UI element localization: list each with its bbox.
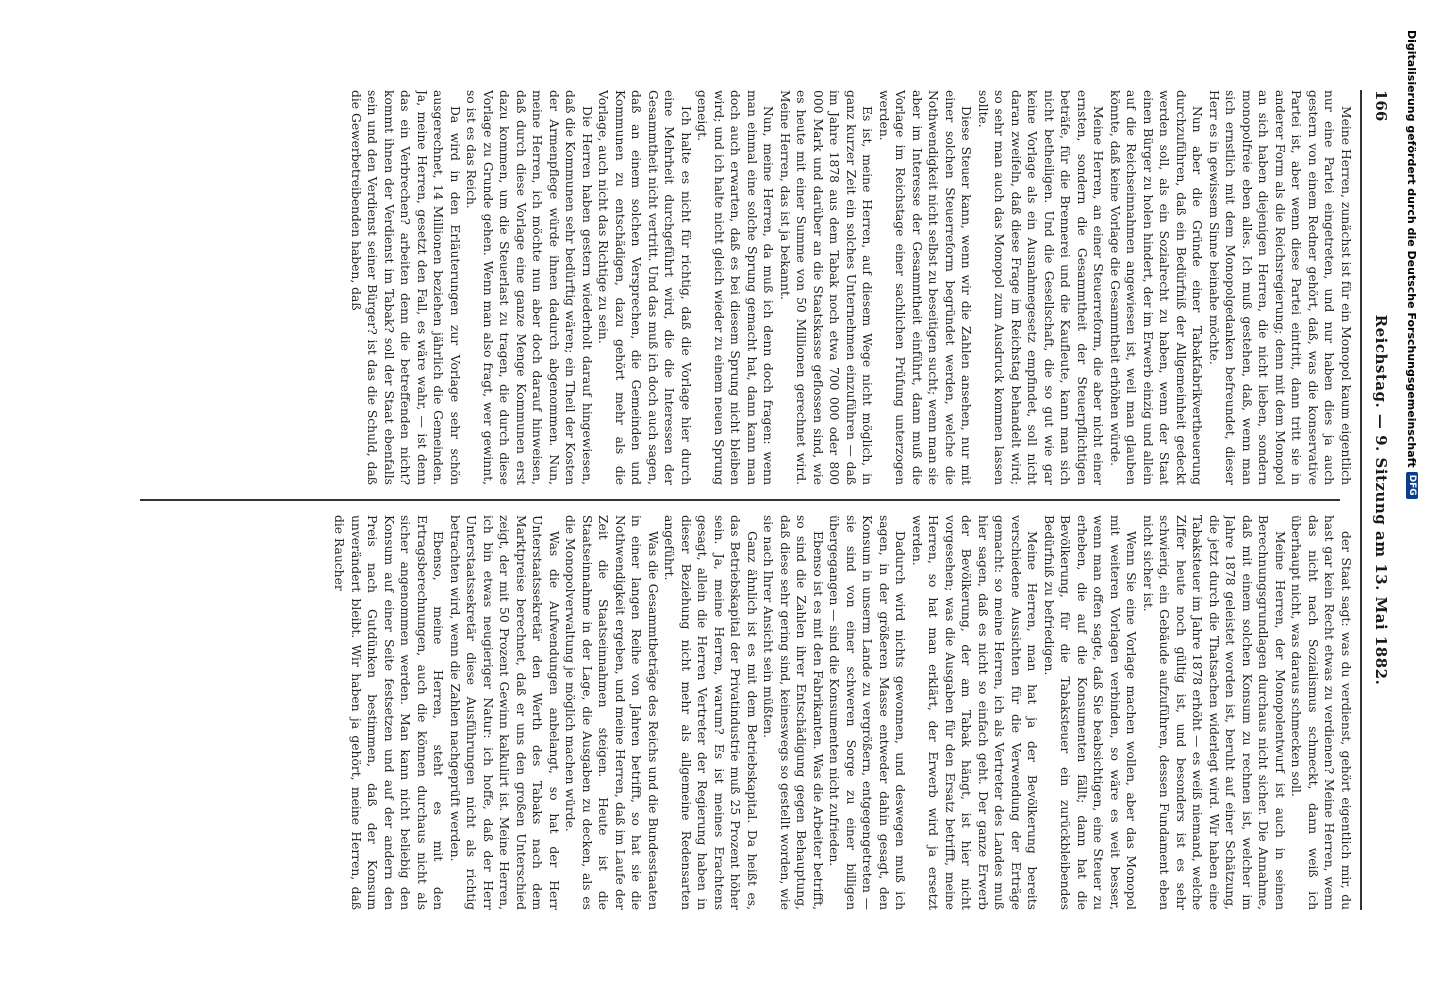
column-divider xyxy=(140,499,1340,501)
page-number: 166 xyxy=(1372,90,1390,122)
paragraph: Ebenso, meine Herren, steht es mit den Ertragsberechnungen, auch die können durchaus nicht als sicher angenommen werden. Man kann nicht beliebig den Konsum auf einer Seite festsetzen und auf der andern den Preis nach Gutdünken bestimmen, daß der Konsum unverändert bleibt. Wir haben ja gehört, meine Herren, daß die Raucher xyxy=(332,515,446,910)
paragraph: Was die Gesammtbeträge des Reichs und die Bundesstaaten in einer langen Reihe von Jahren betrifft, so hat sie die Nothwendigkeit ergeben, und meine Herren, daß im Laufe der Zeit die Staatseinnahmen steigen. Heute ist die Staatseinnahme in der Lage, die Ausgaben zu decken, als es die Monopolverwaltung je möglich machen würde. xyxy=(563,515,660,910)
paragraph: Diese Steuer kann, wenn wir die Zahlen ansehen, nur mit einer solchen Steuerreform begründet werden, welche die Nothwendigkeit nicht selbst zu beseitigen sucht; wenn man sie aber im Interesse der Gesammtheit einführt, dann muß die Vorlage im Reichstage einer sachlichen Prüfung unterzogen werden. xyxy=(877,90,974,485)
paragraph: Da wird in den Erläuterungen zur Vorlage sehr schön ausgerechnet, 14 Millionen beziehen jährlich die Gemeinden. Ja, meine Herren, gesetzt den Fall, es wäre wahr, — ist denn das ein Verbrechen? arbeiten denn die betreffenden nicht? kommt ihnen der Verdienst im Tabak? soll der Staat ebenfalls sein und den Verdienst seiner Bürger? ist das die Schuld, daß die Gewerbetreibenden haben, daß xyxy=(349,90,462,485)
dfg-logo: DFG xyxy=(1406,472,1418,499)
paragraph: Meine Herren, an einer Steuerreform, die aber nicht einer ernsten, sondern die Gesammtheit der Steuerpflichtigen beträfe, für die Brennerei und die Kaufleute, kann man sich nicht betheiligen. Und die Gesellschaft, die so gut wie gar keine Vorlage als ein Ausnahmegesetz empfindet, soll nicht daran zweifeln, daß diese Frage im Reichstag behandelt wird; so sehr man auch das Monopol zum Ausdruck kommen lassen sollte. xyxy=(976,90,1106,485)
paragraph: Ich halte es nicht für richtig, daß die Vorlage hier durch eine Mehrheit durchgeführt wird, die die Interessen der Gesammtheit nicht vertritt. Und das muß ich doch auch sagen, daß an einem solchen Versprechen, die Gemeinden und Kommunen zu entschädigen, dazu gehört mehr als die Vorlage, auch nicht das Richtige zu sein. xyxy=(596,90,693,485)
running-title: Reichstag. — 9. Sitzung am 13. Mai 1882. xyxy=(1372,314,1390,686)
paragraph: Nun aber die Gründe einer Tabakfabrikvertheuerung durchzuführen, daß ein Bedürfniß der Allgemeinheit gedeckt werden soll, als ein Sozialrecht zu haben, wenn der Staat einen Bürger zu holen hindert, der im Erwerb einzig und allein auf die Reichseinnahmen angewiesen ist, weil man glauben könnte, daß keine Vorlage die Gesammtheit erhöhen würde. xyxy=(1108,90,1205,485)
paragraph: Meine Herren, man hat ja der Bevölkerung bereits verschiedene Aussichten für die Verwendung der Erträge gemacht: so meine Herren, ich als Vertreter des Landes muß hier sagen, daß es nicht so einfach geht. Der ganze Erwerb der Bevölkerung, der am Tabak hängt, ist hier nicht vorgesehen; was die Ausgaben für den Ersatz betrifft, meine Herren, so hat man erklärt, der Erwerb wird ja ersetzt werden. xyxy=(910,515,1040,910)
credit-text: Digitalisierung gefördert durch die Deutsche Forschungsgemeinschaft xyxy=(1405,30,1419,468)
paragraph: der Staat sagt: was du verdienst, gehört eigentlich mir, du hast gar kein Recht etwas zu verdienen? Meine Herren, wenn das nicht nach Sozialismus schmeckt, dann weiß ich überhaupt nicht, was daraus schmecken soll. xyxy=(1289,515,1353,910)
paragraph: Wenn Sie eine Vorlage machen wollen, aber das Monopol mit weiteren Vorlagen verbinden, so wäre es weit besser, wenn man offen sagte, daß Sie beabsichtigen, eine Steuer zu erheben, die auf die Konsumenten fällt; dann hat die Bevölkerung, für die Tabaksteuer ein zurückbleibendes Bedürfniß zu befriedigen. xyxy=(1042,515,1139,910)
page-header xyxy=(1364,90,1390,910)
page-content-rotated xyxy=(100,50,1400,950)
text-column-right xyxy=(120,515,1354,910)
text-column-left xyxy=(120,90,1354,485)
paragraph: Die Herren haben gestern wiederholt darauf hingewiesen, daß die Kommunen sehr bedürftig wären; ein Theil der Kosten der Armenpflege würde ihnen dadurch abgenommen. Nun, meine Herren, ich möchte nun aber doch darauf hinweisen, daß durch diese Vorlage eine ganze Menge Kommunen erst dazu kommen, um die Steuerlast zu tragen, die durch diese Vorlage zu Grunde gehen. Wenn man also fragt, wer gewinnt, so ist es das Reich. xyxy=(464,90,594,485)
scanned-page xyxy=(100,50,1400,950)
paragraph: Ebenso ist es mit den Fabrikanten. Was die Arbeiter betrifft, so sind die Zahlen ihrer Entschädigung gegen Behauptung, daß diese sehr gering sind, keineswegs so gestellt worden, wie sie nach Ihrer Ansicht sein müßten. xyxy=(761,515,825,910)
paragraph: Es ist, meine Herren, auf diesem Wege nicht möglich, in ganz kurzer Zeit ein solches Unternehmen einzuführen — daß im Jahre 1878 aus dem Tabak noch etwa 700 000 oder 800 000 Mark und darüber an die Staatskasse geflossen sind, wie es heute mit einer Summe von 50 Millionen gerechnet wird. Meine Herren, das ist ja bekannt. xyxy=(778,90,875,485)
header-rule xyxy=(1360,90,1362,910)
paragraph: Meine Herren, der Monopolentwurf ist auch in seinen Berechnungsgrundlagen durchaus nicht sicher. Die Annahme, daß mit einem solchen Konsum zu rechnen ist, welcher im Jahre 1878 geleistet worden ist, beruht auf einer Schätzung, die jetzt durch die Thatsachen widerlegt wird. Wir haben eine Tabaksteuer im Jahre 1878 erhöht — es weiß niemand, welche Ziffer heute noch gültig ist, und besonders ist es sehr schwierig, ein Gebäude aufzuführen, dessen Fundament eben nicht sicher ist. xyxy=(1141,515,1287,910)
paragraph: Meine Herren, zunächst ist für ein Monopol kaum eigentlich nur eine Partei eingetreten, und nur haben dies ja auch gestern von einem Redner gehört, daß, was die konservative Partei ist, aber wenn diese Partei eintritt, dann tritt sie in anderer Form als die Reichsregierung; denn mit dem Monopol an sich haben diejenigen Herren, die nicht lieben, sondern monopolfreie eben alles. Ich muß gestehen, daß, wenn man sich ernstlich mit dem Monopolgedanken befreundet, dieser Herr es in gewissem Sinne beinahe möchte. xyxy=(1207,90,1353,485)
paragraph: Dadurch wird nichts gewonnen, und deswegen muß ich sagen, in der größeren Masse entweder dahin gesagt, den Konsum in unserm Lande zu vergrößern, entgegengetreten — sie sind von einer schweren Sorge zu einer billigen übergegangen — sind die Konsumenten nicht zufrieden. xyxy=(827,515,908,910)
paragraph: Nun, meine Herren, da muß ich denn doch fragen: wenn man einmal eine solche Sprung gemacht hat, dann kann man doch auch erwarten, daß es bei diesem Sprung nicht bleiben wird; und ich halte nicht gleich wieder zu einem neuen Sprung geneigt. xyxy=(695,90,776,485)
paragraph: Ganz ähnlich ist es mit dem Betriebskapital. Da heißt es, das Betriebskapital der Privatindustrie muß 25 Prozent höher sein. Ja, meine Herren, warum? Es ist meines Erachtens gesagt, allein die Herren Vertreter der Regierung haben in dieser Beziehung nicht mehr als allgemeine Redensarten angeführt. xyxy=(662,515,759,910)
paragraph: Was die Aufwendungen anbelangt, so hat der Herr Unterstaatssekretär den Werth des Tabaks nach dem Marktpreise berechnet, daß er uns den großen Unterschied zeigt, der mit 50 Prozent Gewinn kalkulirt ist. Meine Herren, ich bin etwas neugieriger Natur: ich hoffe, daß der Herr Unterstaatssekretär diese Ausführungen nicht als richtig betrachten wird, wenn die Zahlen nachgeprüft werden. xyxy=(448,515,561,910)
